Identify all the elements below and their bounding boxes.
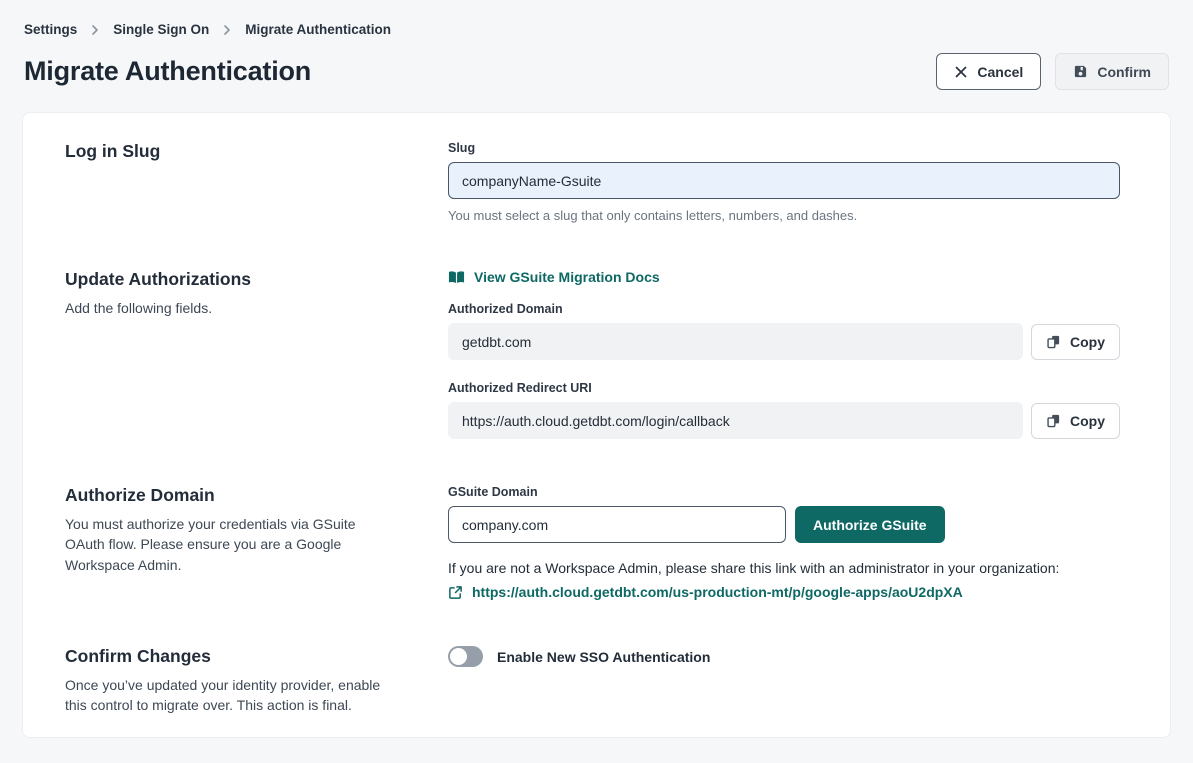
slug-input[interactable] [448, 162, 1120, 199]
open-book-icon [448, 270, 465, 285]
authorized-redirect-uri-label: Authorized Redirect URI [448, 381, 592, 395]
update-authorizations-description: Add the following fields. [65, 300, 213, 316]
workspace-admin-note: If you are not a Workspace Admin, please share this link with an administrator in your organization: [448, 560, 1060, 576]
header-actions [936, 53, 1169, 90]
toggle-knob [450, 648, 467, 665]
authorize-domain-description: You must authorize your credentials via GSuite OAuth flow. Please ensure you are a Google Workspace Admin. [65, 516, 356, 573]
docs-link-label: View GSuite Migration Docs [474, 269, 660, 285]
breadcrumb-migrate-authentication: Migrate Authentication [245, 22, 392, 37]
title-row [24, 53, 1169, 90]
view-gsuite-migration-docs-link[interactable] [448, 269, 660, 285]
confirm-changes-heading: Confirm Changes [65, 646, 211, 666]
copy-authorized-domain-button[interactable] [1031, 324, 1120, 360]
section-login-slug [65, 141, 1120, 223]
gsuite-domain-input[interactable] [448, 506, 786, 543]
admin-share-link[interactable]: https://auth.cloud.getdbt.com/us-production-mt/p/google-apps/aoU2dpXA [472, 584, 963, 600]
authorize-gsuite-button[interactable] [795, 506, 945, 543]
cancel-button-label: Cancel [977, 63, 1024, 80]
chevron-right-icon [89, 24, 101, 36]
slug-label: Slug [448, 141, 476, 155]
copy-icon [1046, 334, 1061, 350]
external-link-icon [448, 585, 463, 600]
section-update-authorizations [65, 269, 1120, 439]
confirm-button-label: Confirm [1097, 63, 1151, 80]
authorized-domain-field[interactable] [448, 323, 1023, 360]
breadcrumb-single-sign-on[interactable]: Single Sign On [113, 22, 210, 37]
authorized-domain-label: Authorized Domain [448, 302, 563, 316]
copy-icon [1046, 413, 1061, 429]
authorize-gsuite-button-label: Authorize GSuite [813, 516, 927, 533]
enable-new-sso-toggle[interactable] [448, 646, 483, 667]
breadcrumb [24, 22, 1169, 37]
confirm-button[interactable] [1055, 53, 1169, 90]
login-slug-heading: Log in Slug [65, 141, 161, 161]
copy-redirect-uri-button[interactable] [1031, 403, 1120, 439]
chevron-right-icon [221, 24, 233, 36]
slug-help-text: You must select a slug that only contains letters, numbers, and dashes. [448, 208, 858, 223]
save-disk-icon [1073, 64, 1088, 79]
cancel-button[interactable] [936, 53, 1041, 90]
gsuite-domain-label: GSuite Domain [448, 485, 538, 499]
section-authorize-domain [65, 485, 1120, 600]
page-header [0, 0, 1193, 90]
page-title: Migrate Authentication [24, 56, 312, 86]
confirm-changes-description: Once you’ve updated your identity provider, enable this control to migrate over. This action is final. [65, 677, 381, 714]
section-confirm-changes [65, 646, 1120, 716]
copy-button-label: Copy [1070, 333, 1105, 350]
update-authorizations-heading: Update Authorizations [65, 269, 252, 289]
enable-new-sso-toggle-label: Enable New SSO Authentication [497, 648, 711, 665]
copy-button-label: Copy [1070, 412, 1105, 429]
authorize-domain-heading: Authorize Domain [65, 485, 215, 505]
authorized-redirect-uri-field[interactable] [448, 402, 1023, 439]
close-icon [954, 65, 968, 79]
breadcrumb-settings[interactable]: Settings [24, 22, 78, 37]
migrate-authentication-card [22, 112, 1171, 738]
